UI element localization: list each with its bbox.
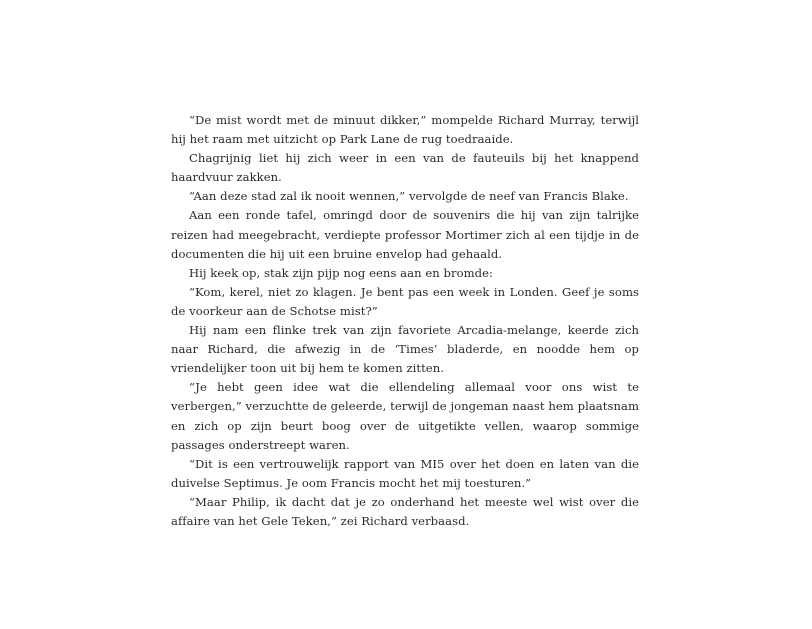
paragraph: “De mist wordt met de minuut dikker,” mompelde Richard Murray, terwijl hij het raam met uitzicht op Park Lane de rug toedraaide. bbox=[171, 113, 639, 147]
paragraph: “Maar Philip, ik dacht dat je zo onderhand het meeste wel wist over die affaire van het Gele Teken,” zei Richard verbaasd. bbox=[171, 494, 639, 528]
paragraph: “Kom, kerel, niet zo klagen. Je bent pas een week in Londen. Geef je soms de voorkeur aan de Schotse mist?” bbox=[171, 284, 639, 318]
book-page-text bbox=[171, 111, 639, 531]
paragraph: Hij keek op, stak zijn pijp nog eens aan en bromde: bbox=[189, 265, 493, 280]
paragraph: “Aan deze stad zal ik nooit wennen,” vervolgde de neef van Francis Blake. bbox=[189, 189, 629, 204]
paragraph: Hij nam een flinke trek van zijn favoriete Arcadia-melange, keerde zich naar Richard, die afwezig in de ‘Times’ bladerde, en noodde hem op vriendelijker toon uit bij hem te komen zitten. bbox=[171, 323, 639, 376]
paragraph: Aan een ronde tafel, omringd door de souvenirs die hij van zijn talrijke reizen had meegebracht, verdiepte professor Mortimer zich al een tijdje in de documenten die hij uit een bruine envelop had gehaald. bbox=[171, 208, 639, 261]
paragraph: “Je hebt geen idee wat die ellendeling allemaal voor ons wist te verbergen,” verzuchtte de geleerde, terwijl de jongeman naast hem plaatsnam en zich op zijn beurt boog over de uitgetikte vellen, waarop sommige passages onderstreept waren. bbox=[171, 380, 639, 452]
paragraph: “Dit is een vertrouwelijk rapport van MI5 over het doen en laten van die duivelse Septimus. Je oom Francis mocht het mij toesturen.” bbox=[171, 456, 639, 490]
paragraph: Chagrijnig liet hij zich weer in een van de fauteuils bij het knappend haardvuur zakken. bbox=[171, 151, 639, 185]
